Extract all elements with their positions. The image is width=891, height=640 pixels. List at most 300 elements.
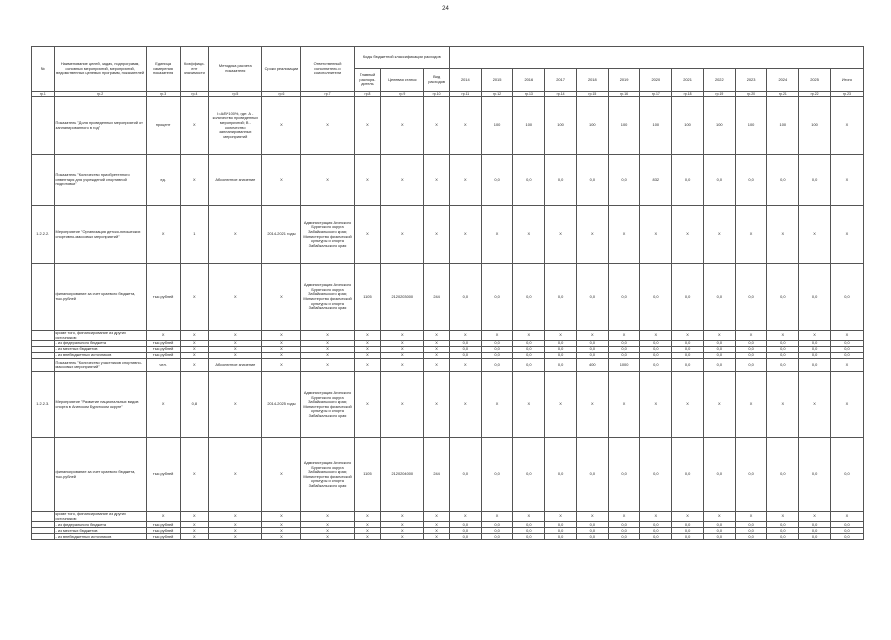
table-cell: Х bbox=[576, 372, 608, 438]
table-cell: 0,0 bbox=[449, 528, 481, 534]
table-cell: Х bbox=[481, 372, 513, 438]
table-cell: Х bbox=[262, 534, 301, 540]
table-cell: Х bbox=[180, 438, 209, 512]
table-cell: Х bbox=[301, 347, 354, 353]
table-cell: 100 bbox=[576, 97, 608, 155]
table-cell: тыс.рублей bbox=[146, 353, 180, 359]
year-header: 2017 bbox=[545, 69, 577, 92]
table-cell: 0,0 bbox=[481, 528, 513, 534]
table-cell: Х bbox=[424, 347, 450, 353]
table-cell: 0,0 bbox=[703, 522, 735, 528]
table-cell: Администрация Агинского Бурятского округа Забайкальского края; Министерство физической культуры и спорта Забайкальского края bbox=[301, 264, 354, 331]
table-cell: 0,0 bbox=[735, 438, 767, 512]
table-cell: 0,0 bbox=[672, 341, 704, 347]
table-cell: Х bbox=[301, 353, 354, 359]
table-cell: Х bbox=[381, 97, 424, 155]
table-cell: Х bbox=[830, 372, 863, 438]
table-cell: 0,0 bbox=[545, 534, 577, 540]
table-cell: 0,0 bbox=[799, 522, 831, 528]
column-number: гр.3 bbox=[146, 92, 180, 97]
table-cell: Показатель "Количество участников спортивно-массовых мероприятий" bbox=[54, 359, 146, 372]
table-cell: Х bbox=[180, 353, 209, 359]
table-cell: 0,0 bbox=[767, 534, 799, 540]
table-cell: Х bbox=[449, 512, 481, 522]
table-cell: Х bbox=[424, 155, 450, 206]
table-cell: 0,0 bbox=[545, 155, 577, 206]
table-cell: 0,0 bbox=[640, 359, 672, 372]
table-cell: процент bbox=[146, 97, 180, 155]
table-cell: Х bbox=[262, 97, 301, 155]
table-cell: Х bbox=[354, 522, 381, 528]
table-cell: Х bbox=[354, 97, 381, 155]
table-cell: Х bbox=[545, 512, 577, 522]
table-cell: Х bbox=[381, 528, 424, 534]
table-cell: Х bbox=[301, 522, 354, 528]
table-cell: Х bbox=[209, 206, 262, 264]
table-cell: Х bbox=[262, 341, 301, 347]
table-cell: Х bbox=[180, 359, 209, 372]
table-cell: 0,0 bbox=[735, 359, 767, 372]
table-cell: Х bbox=[209, 341, 262, 347]
table-cell: Абсолютное значение bbox=[209, 359, 262, 372]
table-cell: 0,0 bbox=[703, 341, 735, 347]
table-cell: Х bbox=[354, 353, 381, 359]
table-cell: 0,0 bbox=[513, 534, 545, 540]
table-cell: 0,0 bbox=[830, 347, 863, 353]
column-number: гр.19 bbox=[703, 92, 735, 97]
column-number: гр.21 bbox=[767, 92, 799, 97]
table-cell: Х bbox=[735, 331, 767, 341]
table-cell bbox=[32, 438, 55, 512]
table-cell: Х bbox=[735, 372, 767, 438]
table-cell: 0,0 bbox=[830, 341, 863, 347]
table-cell: Х bbox=[703, 512, 735, 522]
table-cell: Х bbox=[301, 331, 354, 341]
table-cell: Х bbox=[830, 512, 863, 522]
column-number: гр.2 bbox=[54, 92, 146, 97]
table-cell: 0,0 bbox=[735, 353, 767, 359]
column-number: гр.12 bbox=[481, 92, 513, 97]
table-row bbox=[32, 97, 864, 155]
table-cell: 0,0 bbox=[703, 155, 735, 206]
table-cell: Х bbox=[672, 206, 704, 264]
table-cell: 0,0 bbox=[703, 528, 735, 534]
table-cell: Х bbox=[381, 353, 424, 359]
table-cell: 0,0 bbox=[830, 534, 863, 540]
table-cell: Х bbox=[262, 264, 301, 331]
column-number: гр.5 bbox=[209, 92, 262, 97]
table-cell bbox=[32, 155, 55, 206]
table-cell: 0,0 bbox=[513, 341, 545, 347]
table-cell: 0,0 bbox=[703, 534, 735, 540]
table-cell: 0,0 bbox=[481, 534, 513, 540]
column-number: гр.14 bbox=[545, 92, 577, 97]
table-cell: Администрация Агинского Бурятского округа Забайкальского края; Министерство физической культуры и спорта Забайкальского края bbox=[301, 438, 354, 512]
table-cell: 0,0 bbox=[513, 353, 545, 359]
table-cell: 0,0 bbox=[767, 347, 799, 353]
table-cell: 0,0 bbox=[799, 353, 831, 359]
table-cell: 0,0 bbox=[640, 347, 672, 353]
table-cell: 0,0 bbox=[799, 534, 831, 540]
table-cell: Х bbox=[262, 522, 301, 528]
table-cell: 0,0 bbox=[830, 438, 863, 512]
table-cell: 0,0 bbox=[449, 353, 481, 359]
table-cell: 0,0 bbox=[672, 353, 704, 359]
table-cell: Х bbox=[262, 359, 301, 372]
column-number: гр.23 bbox=[830, 92, 863, 97]
table-cell: 100 bbox=[672, 97, 704, 155]
table-cell: Х bbox=[381, 359, 424, 372]
table-row bbox=[32, 331, 864, 341]
column-number: гр.20 bbox=[735, 92, 767, 97]
table-cell: Х bbox=[449, 331, 481, 341]
table-cell: 0,0 bbox=[767, 341, 799, 347]
table-cell: Х bbox=[672, 512, 704, 522]
table-cell: Х bbox=[301, 512, 354, 522]
table-cell: 0,0 bbox=[608, 341, 640, 347]
page-number: 24 bbox=[442, 6, 449, 12]
table-cell: Х bbox=[799, 512, 831, 522]
table-cell: 0,0 bbox=[735, 522, 767, 528]
table-cell: 0,0 bbox=[481, 522, 513, 528]
table-cell: 1105 bbox=[354, 264, 381, 331]
table-cell: тыс.рублей bbox=[146, 341, 180, 347]
table-cell bbox=[32, 264, 55, 331]
table-row bbox=[32, 359, 864, 372]
column-number: гр.9 bbox=[381, 92, 424, 97]
table-cell: Х bbox=[830, 206, 863, 264]
table-cell: Х bbox=[180, 512, 209, 522]
table-cell: чел. bbox=[146, 359, 180, 372]
table-cell: Х bbox=[354, 331, 381, 341]
table-cell: 0,0 bbox=[481, 353, 513, 359]
table-cell: 0,0 bbox=[703, 347, 735, 353]
table-row bbox=[32, 155, 864, 206]
table-cell: 2120203000 bbox=[381, 264, 424, 331]
table-cell: Х bbox=[209, 522, 262, 528]
year-header: 2016 bbox=[513, 69, 545, 92]
table-cell: 0,0 bbox=[830, 522, 863, 528]
table-cell: 0,0 bbox=[672, 359, 704, 372]
table-cell: 100 bbox=[513, 97, 545, 155]
table-cell: Х bbox=[180, 155, 209, 206]
table-cell: 0,0 bbox=[545, 353, 577, 359]
table-cell: 0,0 bbox=[576, 522, 608, 528]
table-cell: Х bbox=[180, 347, 209, 353]
table-cell: Х bbox=[735, 512, 767, 522]
table-cell: 0,0 bbox=[545, 522, 577, 528]
table-cell: Х bbox=[209, 512, 262, 522]
table-cell bbox=[32, 331, 55, 341]
table-cell: Администрация Агинского Бурятского округа Забайкальского края; Министерство физической культуры и спорта Забайкальского края bbox=[301, 372, 354, 438]
table-cell: Х bbox=[735, 206, 767, 264]
table-cell: 0,0 bbox=[703, 264, 735, 331]
table-cell: 0,0 bbox=[513, 522, 545, 528]
table-cell: Х bbox=[767, 206, 799, 264]
table-cell: 0,0 bbox=[767, 528, 799, 534]
table-cell: 1.2.2.3. bbox=[32, 372, 55, 438]
column-number: гр.13 bbox=[513, 92, 545, 97]
table-cell: Х bbox=[449, 155, 481, 206]
table-cell: 0,0 bbox=[767, 522, 799, 528]
table-cell: Х bbox=[576, 206, 608, 264]
table-cell: Х bbox=[301, 97, 354, 155]
col-code-main-header: Главный распоря-дитель bbox=[354, 69, 381, 92]
table-cell: Х bbox=[381, 331, 424, 341]
table-cell: Х bbox=[513, 206, 545, 264]
table-cell: 0,0 bbox=[799, 359, 831, 372]
table-cell: Х bbox=[640, 206, 672, 264]
col-coef-header: Коэффици-ент значимости bbox=[180, 47, 209, 92]
table-cell: Х bbox=[449, 372, 481, 438]
table-cell: 0,0 bbox=[672, 264, 704, 331]
table-cell: Х bbox=[381, 512, 424, 522]
table-cell: 0,0 bbox=[830, 528, 863, 534]
column-number: гр.15 bbox=[576, 92, 608, 97]
table-cell: 0,0 bbox=[703, 359, 735, 372]
table-cell: Х bbox=[449, 206, 481, 264]
table-cell: Х bbox=[424, 331, 450, 341]
table-cell: Х bbox=[830, 155, 863, 206]
table-cell: 0,0 bbox=[513, 264, 545, 331]
table-cell: 0,0 bbox=[449, 522, 481, 528]
col-years-group-header bbox=[449, 47, 863, 69]
table-cell: Х bbox=[672, 372, 704, 438]
table-cell: 100 bbox=[767, 97, 799, 155]
table-cell: Х bbox=[381, 347, 424, 353]
table-cell: - из внебюджетных источников bbox=[54, 534, 146, 540]
table-cell: 100 bbox=[481, 97, 513, 155]
table-cell: Х bbox=[830, 359, 863, 372]
table-cell: Х bbox=[381, 522, 424, 528]
table-cell: 0,0 bbox=[703, 353, 735, 359]
table-cell: 0,0 bbox=[576, 353, 608, 359]
table-cell: Х bbox=[301, 534, 354, 540]
table-cell: 0,0 bbox=[576, 534, 608, 540]
total-header: Итого bbox=[830, 69, 863, 92]
table-cell: 2014-2021 годы bbox=[262, 206, 301, 264]
table-cell: 0,0 bbox=[767, 264, 799, 331]
table-cell: 100 bbox=[799, 97, 831, 155]
table-cell: 0,0 bbox=[513, 155, 545, 206]
table-cell bbox=[32, 512, 55, 522]
table-cell: 0,0 bbox=[672, 534, 704, 540]
col-code-type-header: Вид расходов bbox=[424, 69, 450, 92]
table-cell: Х bbox=[381, 341, 424, 347]
table-cell: 0,0 bbox=[608, 155, 640, 206]
table-cell: 0,0 bbox=[640, 522, 672, 528]
table-cell: Х bbox=[608, 331, 640, 341]
table-cell: 0,0 bbox=[481, 155, 513, 206]
table-cell: Х bbox=[799, 206, 831, 264]
table-cell: 0,0 bbox=[799, 341, 831, 347]
table-cell: Х bbox=[180, 264, 209, 331]
table-cell: Х bbox=[301, 155, 354, 206]
table-cell: 0,0 bbox=[767, 155, 799, 206]
table-cell: Х bbox=[703, 206, 735, 264]
table-cell: Х bbox=[209, 438, 262, 512]
table-row bbox=[32, 264, 864, 331]
col-num-header: № bbox=[32, 47, 55, 92]
table-cell: Х bbox=[767, 331, 799, 341]
table-cell: 0,0 bbox=[545, 528, 577, 534]
table-cell: Х bbox=[545, 331, 577, 341]
table-cell: - из федерального бюджета bbox=[54, 522, 146, 528]
table-cell: Х bbox=[640, 512, 672, 522]
year-header: 2025 bbox=[799, 69, 831, 92]
table-cell: Х bbox=[354, 534, 381, 540]
table-row bbox=[32, 438, 864, 512]
table-cell: 1.2.2.2. bbox=[32, 206, 55, 264]
table-cell: 0,0 bbox=[830, 353, 863, 359]
table-cell: 0,0 bbox=[608, 264, 640, 331]
table-cell: Х bbox=[146, 372, 180, 438]
table-cell: 100 bbox=[703, 97, 735, 155]
table-cell: Х bbox=[209, 264, 262, 331]
table-cell: Х bbox=[424, 341, 450, 347]
table-cell: Х bbox=[449, 359, 481, 372]
table-cell: 0,0 bbox=[481, 347, 513, 353]
table-cell: Х bbox=[354, 359, 381, 372]
table-row bbox=[32, 512, 864, 522]
table-cell: 2014-2025 годы bbox=[262, 372, 301, 438]
table-cell: Абсолютное значение bbox=[209, 155, 262, 206]
table-row bbox=[32, 372, 864, 438]
table-cell: Х bbox=[513, 331, 545, 341]
table-cell: Х bbox=[449, 97, 481, 155]
column-number: гр.18 bbox=[672, 92, 704, 97]
table-cell: Х bbox=[262, 528, 301, 534]
table-cell: Х bbox=[545, 372, 577, 438]
table-cell: 2120204000 bbox=[381, 438, 424, 512]
col-codes-header: Коды бюджетной классификации расходов bbox=[354, 47, 449, 69]
table-cell: 0,0 bbox=[640, 534, 672, 540]
table-cell: 0,0 bbox=[672, 347, 704, 353]
table-cell: Х bbox=[424, 528, 450, 534]
table-cell: 0,0 bbox=[545, 341, 577, 347]
table-cell: Х bbox=[424, 97, 450, 155]
table-cell: 0,0 bbox=[545, 264, 577, 331]
table-cell: Х bbox=[209, 372, 262, 438]
table-cell: Х bbox=[180, 341, 209, 347]
column-number: гр.4 bbox=[180, 92, 209, 97]
table-cell: Х bbox=[424, 522, 450, 528]
table-cell: Х bbox=[354, 372, 381, 438]
table-cell: 0,0 bbox=[576, 528, 608, 534]
table-cell: Х bbox=[209, 534, 262, 540]
table-cell: Х bbox=[354, 347, 381, 353]
column-number: гр.11 bbox=[449, 92, 481, 97]
table-cell: Х bbox=[424, 206, 450, 264]
table-cell: 400 bbox=[576, 359, 608, 372]
table-cell: 0,0 bbox=[608, 528, 640, 534]
table-cell: Х bbox=[608, 372, 640, 438]
table-cell: Х bbox=[354, 528, 381, 534]
table-cell: Х bbox=[381, 534, 424, 540]
table-cell: Х bbox=[703, 331, 735, 341]
table-cell: 0,0 bbox=[735, 347, 767, 353]
table-cell: Показатель "Количество приобретенного инвентаря для учреждений спортивной подготовки" bbox=[54, 155, 146, 206]
table-cell: I=A/B*100%, где: А - количество проведенных мероприятий; В - количество запланированных мероприятий bbox=[209, 97, 262, 155]
table-cell: Х bbox=[180, 97, 209, 155]
table-cell: тыс.рублей bbox=[146, 347, 180, 353]
table-cell: Х bbox=[301, 359, 354, 372]
table-cell: 0,0 bbox=[830, 264, 863, 331]
table-cell: 0,0 bbox=[735, 264, 767, 331]
table-row bbox=[32, 206, 864, 264]
table-cell: 0,0 bbox=[640, 438, 672, 512]
column-number: гр.8 bbox=[354, 92, 381, 97]
table-cell: Х bbox=[513, 372, 545, 438]
table-cell: 0,0 bbox=[640, 341, 672, 347]
year-header: 2015 bbox=[481, 69, 513, 92]
table-cell: 0,0 bbox=[481, 264, 513, 331]
table-cell: тыс.рублей bbox=[146, 264, 180, 331]
column-number: гр.6 bbox=[262, 92, 301, 97]
table-cell: 100 bbox=[608, 97, 640, 155]
table-cell: 0,0 bbox=[481, 438, 513, 512]
table-cell: 0,0 bbox=[799, 528, 831, 534]
table-cell: финансирование за счет краевого бюджета, тыс.рублей bbox=[54, 438, 146, 512]
table-cell: - из федерального бюджета bbox=[54, 341, 146, 347]
program-table bbox=[31, 46, 864, 540]
col-method-header: Методика расчета показателя bbox=[209, 47, 262, 92]
table-cell: Х bbox=[209, 331, 262, 341]
table-cell: 0,0 bbox=[672, 438, 704, 512]
table-cell: Х bbox=[381, 372, 424, 438]
table-cell: Х bbox=[262, 155, 301, 206]
table-cell: 0,8 bbox=[180, 372, 209, 438]
table-cell: 0,0 bbox=[608, 438, 640, 512]
table-cell: 0,0 bbox=[799, 264, 831, 331]
table-cell: Х bbox=[424, 359, 450, 372]
table-cell: Мероприятие "Организация детско-юношеских спортивно-массовых мероприятий" bbox=[54, 206, 146, 264]
table-cell: Х bbox=[767, 372, 799, 438]
table-cell: 0,0 bbox=[576, 438, 608, 512]
table-cell: 1000 bbox=[608, 359, 640, 372]
table-cell: 0,0 bbox=[799, 155, 831, 206]
table-cell: Х bbox=[767, 512, 799, 522]
year-header: 2018 bbox=[576, 69, 608, 92]
table-cell: 0,0 bbox=[576, 347, 608, 353]
table-cell: 0,0 bbox=[576, 264, 608, 331]
table-cell: 0,0 bbox=[672, 522, 704, 528]
table-cell: тыс.рублей bbox=[146, 522, 180, 528]
table-cell: 100 bbox=[735, 97, 767, 155]
table-cell: Х bbox=[576, 512, 608, 522]
table-cell: 0,0 bbox=[767, 438, 799, 512]
table-cell: финансирование за счет краевого бюджета, тыс.рублей bbox=[54, 264, 146, 331]
table-cell: 0,0 bbox=[608, 522, 640, 528]
year-header: 2020 bbox=[640, 69, 672, 92]
table-cell: 0,0 bbox=[576, 155, 608, 206]
table-cell: 0,0 bbox=[545, 347, 577, 353]
table-cell: 0,0 bbox=[640, 353, 672, 359]
table-cell: ед. bbox=[146, 155, 180, 206]
table-cell: 0,0 bbox=[513, 359, 545, 372]
table-cell: Х bbox=[640, 372, 672, 438]
year-header: 2024 bbox=[767, 69, 799, 92]
table-cell: Х bbox=[301, 341, 354, 347]
table-cell: Х bbox=[146, 331, 180, 341]
table-cell: 0,0 bbox=[735, 528, 767, 534]
table-cell: 0,0 bbox=[640, 264, 672, 331]
table-cell: 0,0 bbox=[672, 155, 704, 206]
table-cell: 0,0 bbox=[608, 534, 640, 540]
year-header: 2022 bbox=[703, 69, 735, 92]
table-cell: 0,0 bbox=[513, 528, 545, 534]
table-cell: Х bbox=[830, 97, 863, 155]
